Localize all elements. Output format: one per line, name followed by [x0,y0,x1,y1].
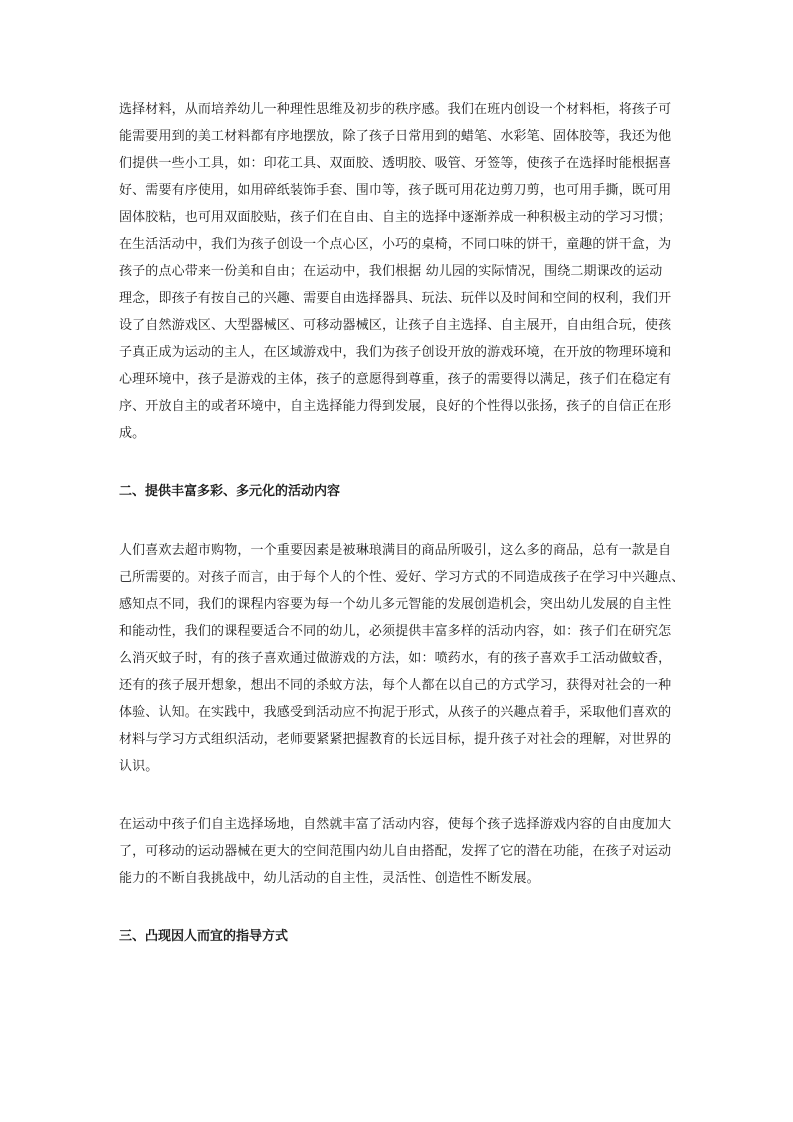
text-line: 们提供一些小工具，如：印花工具、双面胶、透明胶、吸管、牙签等，使孩子在选择时能根据喜 [119,156,672,171]
spacer [119,505,676,537]
text-line: 了，可移动的运动器械在更大的空间范围内幼儿自由搭配，发挥了它的潜在功能，在孩子对运动 [119,844,672,859]
text-line: 心理环境中，孩子是游戏的主体，孩子的意愿得到尊重，孩子的需要得以满足，孩子们在稳定有 [119,372,672,387]
text-line: 材料与学习方式组织活动，老师要紧紧把握教育的长远目标，提升孩子对社会的理解，对世界的 [119,732,672,747]
section-heading-3: 三、凸现因人而宜的指导方式 [119,929,289,944]
text-line: 成。 [119,426,146,441]
text-line: 己所需要的。对孩子而言，由于每个人的个性、爱好、学习方式的不同造成孩子在学习中兴趣点、 [119,570,685,585]
text-line: 设了自然游戏区、大型器械区、可移动器械区，让孩子自主选择、自主展开，自由组合玩，使孩 [119,318,672,333]
text-line: 固体胶粘，也可用双面胶贴，孩子们在自由、自主的选择中逐渐养成一种积极主动的学习习惯； [119,210,672,225]
spacer [119,892,676,923]
text-line: 还有的孩子展开想象，想出不同的杀蚊方法，每个人都在以自己的方式学习，获得对社会的一种 [119,678,672,693]
section-heading-2: 二、提供丰富多彩、多元化的活动内容 [119,484,341,499]
text-line: 能力的不断自我挑战中，幼儿活动的自主性，灵活性、创造性不断发展。 [119,871,540,886]
text-line: 人们喜欢去超市购物，一个重要因素是被琳琅满目的商品所吸引，这么多的商品，总有一款是自 [119,543,672,558]
paragraph-sports [119,811,676,892]
text-line: 在生活活动中，我们为孩子创设一个点心区，小巧的桌椅，不同口味的饼干，童趣的饼干盒，为 [119,237,672,252]
text-line: 感知点不同，我们的课程内容要为每一个幼儿多元智能的发展创造机会，突出幼儿发展的自主性 [119,597,672,612]
text-line: 好、需要有序使用，如用碎纸装饰手套、围巾等，孩子既可用花边剪刀剪，也可用手撕，既可用 [119,183,672,198]
paragraph-content-diversity [119,537,685,780]
paragraph-materials [119,96,676,447]
text-line: 么消灭蚊子时，有的孩子喜欢通过做游戏的方法，如：喷药水，有的孩子喜欢手工活动做蚊香， [119,651,672,666]
text-line: 能需要用到的美工材料都有序地摆放，除了孩子日常用到的蜡笔、水彩笔、固体胶等，我还为他 [119,129,672,144]
text-line: 子真正成为运动的主人，在区域游戏中，我们为孩子创设开放的游戏环境，在开放的物理环境和 [119,345,672,360]
text-line: 选择材料，从而培养幼儿一种理性思维及初步的秩序感。我们在班内创设一个材料柜，将孩子可 [119,102,672,117]
text-line: 和能动性，我们的课程要适合不同的幼儿，必须提供丰富多样的活动内容，如：孩子们在研究怎 [119,624,672,639]
text-line: 在运动中孩子们自主选择场地，自然就丰富了活动内容，使每个孩子选择游戏内容的自由度加大 [119,817,672,832]
text-line: 理念，即孩子有按自己的兴趣、需要自由选择器具、玩法、玩伴以及时间和空间的权利，我们开 [119,291,672,306]
text-line: 孩子的点心带来一份美和自由；在运动中，我们根据 幼儿园的实际情况，围绕二期课改的运动 [119,264,663,279]
text-line: 认识。 [119,759,159,774]
text-line: 体验、认知。在实践中，我感受到活动应不拘泥于形式，从孩子的兴趣点着手，采取他们喜欢的 [119,705,672,720]
text-line: 序、开放自主的或者环境中，自主选择能力得到发展，良好的个性得以张扬，孩子的自信正在形 [119,399,672,414]
document-page [119,96,685,950]
spacer [119,447,676,478]
spacer [119,780,676,811]
